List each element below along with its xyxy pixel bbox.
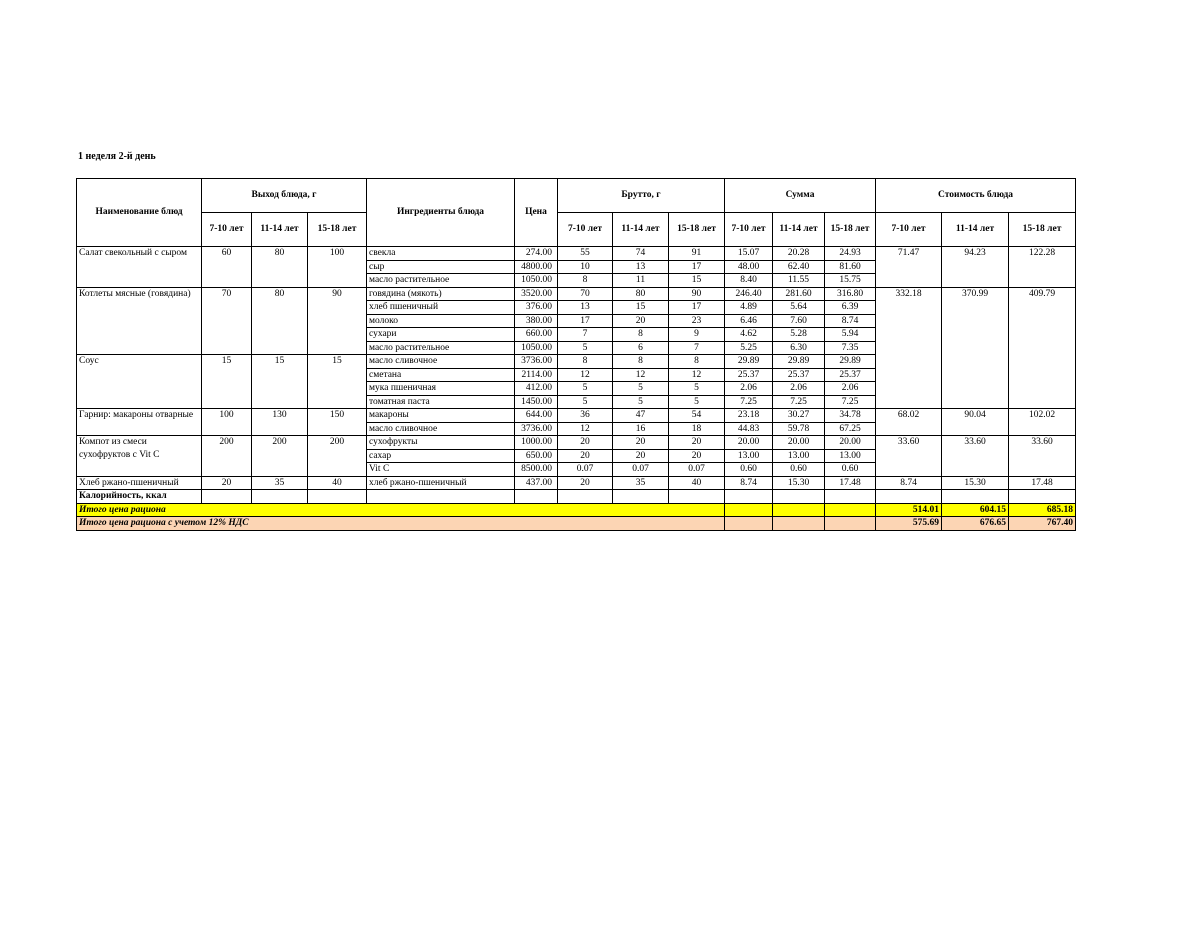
total-value: 604.15 xyxy=(942,503,1009,517)
ingredient-sum: 13.00 xyxy=(825,449,876,463)
ingredient-sum: 5.94 xyxy=(825,328,876,342)
ration-table-body xyxy=(77,247,1076,531)
table-row xyxy=(77,436,1076,450)
ingredient-name: Vit C xyxy=(367,463,515,477)
ingredient-sum: 6.30 xyxy=(773,341,825,355)
dish-cost: 102.02 xyxy=(1009,409,1076,436)
ingredient-price: 380.00 xyxy=(515,314,558,328)
ingredient-brutto: 11 xyxy=(613,274,669,288)
ingredient-brutto: 12 xyxy=(558,422,613,436)
empty-cell xyxy=(367,490,515,504)
ingredient-brutto: 12 xyxy=(558,368,613,382)
header-age: 11-14 лет xyxy=(613,213,669,247)
ingredient-brutto: 10 xyxy=(558,260,613,274)
ingredient-name: свекла xyxy=(367,247,515,261)
empty-cell xyxy=(773,490,825,504)
ingredient-sum: 23.18 xyxy=(725,409,773,423)
ingredient-price: 1050.00 xyxy=(515,274,558,288)
ingredient-brutto: 7 xyxy=(558,328,613,342)
page-title: 1 неделя 2-й день xyxy=(78,151,156,162)
dish-name: Салат свекольный с сыром xyxy=(77,247,202,288)
header-cost: Стоимость блюда xyxy=(876,179,1076,213)
header-age: 11-14 лет xyxy=(942,213,1009,247)
ingredient-price: 1000.00 xyxy=(515,436,558,450)
ingredient-name: сухари xyxy=(367,328,515,342)
ingredient-brutto: 20 xyxy=(558,449,613,463)
dish-cost: 8.74 xyxy=(876,476,942,490)
empty-cell xyxy=(825,490,876,504)
total-value: 514.01 xyxy=(876,503,942,517)
table-row xyxy=(77,409,1076,423)
ingredient-brutto: 8 xyxy=(558,274,613,288)
header-age: 7-10 лет xyxy=(876,213,942,247)
ingredient-brutto: 12 xyxy=(669,368,725,382)
ingredient-sum: 5.28 xyxy=(773,328,825,342)
total-label: Итого цена рациона xyxy=(77,503,725,517)
ingredient-name: говядина (мякоть) xyxy=(367,287,515,301)
ingredient-sum: 6.46 xyxy=(725,314,773,328)
ingredient-sum: 4.62 xyxy=(725,328,773,342)
empty-cell xyxy=(725,490,773,504)
ingredient-sum: 34.78 xyxy=(825,409,876,423)
ingredient-brutto: 8 xyxy=(613,328,669,342)
ingredient-price: 274.00 xyxy=(515,247,558,261)
ingredient-brutto: 47 xyxy=(613,409,669,423)
dish-output: 90 xyxy=(308,287,367,355)
empty-cell xyxy=(725,517,773,531)
ingredient-sum: 0.60 xyxy=(825,463,876,477)
empty-cell xyxy=(252,490,308,504)
dish-name: Хлеб ржано-пшеничный xyxy=(77,476,202,490)
dish-output: 70 xyxy=(202,287,252,355)
ingredient-price: 650.00 xyxy=(515,449,558,463)
ingredient-brutto: 80 xyxy=(613,287,669,301)
header-price: Цена xyxy=(515,179,558,247)
total-label: Итого цена рациона с учетом 12% НДС xyxy=(77,517,725,531)
header-ingredients: Ингредиенты блюда xyxy=(367,179,515,247)
ingredient-sum: 7.35 xyxy=(825,341,876,355)
empty-cell xyxy=(1009,490,1076,504)
ingredient-name: макароны xyxy=(367,409,515,423)
ingredient-sum: 81.60 xyxy=(825,260,876,274)
ingredient-brutto: 90 xyxy=(669,287,725,301)
ingredient-name: масло сливочное xyxy=(367,422,515,436)
ingredient-sum: 13.00 xyxy=(773,449,825,463)
ingredient-price: 437.00 xyxy=(515,476,558,490)
total-value: 685.18 xyxy=(1009,503,1076,517)
header-age: 7-10 лет xyxy=(725,213,773,247)
dish-cost: 122.28 xyxy=(1009,247,1076,288)
ingredient-price: 4800.00 xyxy=(515,260,558,274)
ingredient-name: молоко xyxy=(367,314,515,328)
ingredient-sum: 29.89 xyxy=(825,355,876,369)
ingredient-sum: 48.00 xyxy=(725,260,773,274)
ingredient-brutto: 54 xyxy=(669,409,725,423)
table-row xyxy=(77,476,1076,490)
empty-cell xyxy=(202,490,252,504)
dish-output: 35 xyxy=(252,476,308,490)
ingredient-sum: 15.75 xyxy=(825,274,876,288)
ingredient-sum: 8.74 xyxy=(825,314,876,328)
dish-output: 60 xyxy=(202,247,252,288)
ingredient-brutto: 13 xyxy=(613,260,669,274)
ingredient-sum: 6.39 xyxy=(825,301,876,315)
ingredient-brutto: 16 xyxy=(613,422,669,436)
ingredient-brutto: 17 xyxy=(669,301,725,315)
ingredient-sum: 24.93 xyxy=(825,247,876,261)
ingredient-name: хлеб пшеничный xyxy=(367,301,515,315)
ingredient-name: томатная паста xyxy=(367,395,515,409)
dish-cost: 15.30 xyxy=(942,476,1009,490)
ingredient-sum: 5.64 xyxy=(773,301,825,315)
ingredient-brutto: 20 xyxy=(558,436,613,450)
dish-output: 15 xyxy=(308,355,367,409)
ingredient-brutto: 20 xyxy=(613,436,669,450)
ingredient-sum: 20.00 xyxy=(725,436,773,450)
dish-output: 200 xyxy=(308,436,367,477)
dish-output: 20 xyxy=(202,476,252,490)
ingredient-brutto: 18 xyxy=(669,422,725,436)
ingredient-name: сметана xyxy=(367,368,515,382)
header-output: Выход блюда, г xyxy=(202,179,367,213)
dish-output: 80 xyxy=(252,287,308,355)
total-value: 676.65 xyxy=(942,517,1009,531)
empty-cell xyxy=(773,517,825,531)
ingredient-sum: 13.00 xyxy=(725,449,773,463)
ingredient-brutto: 35 xyxy=(613,476,669,490)
ingredient-brutto: 5 xyxy=(558,382,613,396)
table-row xyxy=(77,287,1076,301)
dish-output: 200 xyxy=(202,436,252,477)
dish-cost: 94.23 xyxy=(942,247,1009,288)
empty-cell xyxy=(308,490,367,504)
header-age: 15-18 лет xyxy=(825,213,876,247)
dish-output: 100 xyxy=(308,247,367,288)
ingredient-brutto: 23 xyxy=(669,314,725,328)
ingredient-sum: 29.89 xyxy=(773,355,825,369)
ingredient-sum: 44.83 xyxy=(725,422,773,436)
ingredient-sum: 20.28 xyxy=(773,247,825,261)
dish-cost: 33.60 xyxy=(876,436,942,477)
ingredient-brutto: 20 xyxy=(558,476,613,490)
ingredient-sum: 0.60 xyxy=(773,463,825,477)
dish-output: 80 xyxy=(252,247,308,288)
ingredient-brutto: 20 xyxy=(613,449,669,463)
ingredient-sum: 2.06 xyxy=(825,382,876,396)
total-value: 767.40 xyxy=(1009,517,1076,531)
ingredient-sum: 246.40 xyxy=(725,287,773,301)
ingredient-sum: 62.40 xyxy=(773,260,825,274)
ingredient-sum: 25.37 xyxy=(825,368,876,382)
header-age: 7-10 лет xyxy=(558,213,613,247)
ration-table xyxy=(76,178,1076,531)
total-value: 575.69 xyxy=(876,517,942,531)
empty-cell xyxy=(613,490,669,504)
ingredient-brutto: 13 xyxy=(558,301,613,315)
header-dish-name: Наименование блюд xyxy=(77,179,202,247)
ingredient-sum: 25.37 xyxy=(725,368,773,382)
ingredient-price: 3736.00 xyxy=(515,355,558,369)
dish-cost: 332.18 xyxy=(876,287,942,409)
ingredient-name: масло растительное xyxy=(367,341,515,355)
ingredient-brutto: 15 xyxy=(613,301,669,315)
ingredient-brutto: 17 xyxy=(558,314,613,328)
ingredient-sum: 2.06 xyxy=(773,382,825,396)
ingredient-price: 3520.00 xyxy=(515,287,558,301)
ingredient-brutto: 91 xyxy=(669,247,725,261)
ingredient-name: масло сливочное xyxy=(367,355,515,369)
dish-cost: 71.47 xyxy=(876,247,942,288)
ingredient-sum: 4.89 xyxy=(725,301,773,315)
header-age: 15-18 лет xyxy=(308,213,367,247)
dish-output: 40 xyxy=(308,476,367,490)
dish-output: 130 xyxy=(252,409,308,436)
dish-output: 200 xyxy=(252,436,308,477)
ingredient-sum: 20.00 xyxy=(773,436,825,450)
dish-cost: 68.02 xyxy=(876,409,942,436)
ingredient-sum: 8.40 xyxy=(725,274,773,288)
empty-cell xyxy=(669,490,725,504)
ingredient-name: сухофрукты xyxy=(367,436,515,450)
dish-output: 150 xyxy=(308,409,367,436)
ingredient-brutto: 5 xyxy=(558,341,613,355)
dish-cost: 33.60 xyxy=(1009,436,1076,477)
ingredient-sum: 7.25 xyxy=(773,395,825,409)
ingredient-sum: 5.25 xyxy=(725,341,773,355)
ingredient-brutto: 17 xyxy=(669,260,725,274)
empty-cell xyxy=(825,517,876,531)
dish-output: 15 xyxy=(252,355,308,409)
empty-cell xyxy=(515,490,558,504)
ingredient-name: сахар xyxy=(367,449,515,463)
header-age: 11-14 лет xyxy=(773,213,825,247)
ingredient-brutto: 8 xyxy=(613,355,669,369)
header-age: 11-14 лет xyxy=(252,213,308,247)
header-sum: Сумма xyxy=(725,179,876,213)
ingredient-price: 1050.00 xyxy=(515,341,558,355)
empty-cell xyxy=(773,503,825,517)
ingredient-price: 8500.00 xyxy=(515,463,558,477)
ingredient-brutto: 70 xyxy=(558,287,613,301)
ingredient-brutto: 36 xyxy=(558,409,613,423)
empty-cell xyxy=(876,490,942,504)
ingredient-price: 1450.00 xyxy=(515,395,558,409)
dish-name: Гарнир: макароны отварные xyxy=(77,409,202,436)
ingredient-brutto: 20 xyxy=(669,436,725,450)
ingredient-name: мука пшеничная xyxy=(367,382,515,396)
ingredient-price: 660.00 xyxy=(515,328,558,342)
calories-row xyxy=(77,490,1076,504)
empty-cell xyxy=(725,503,773,517)
ingredient-sum: 59.78 xyxy=(773,422,825,436)
dish-name: Компот из смеси сухофруктов с Vit C xyxy=(77,436,202,477)
ingredient-sum: 15.30 xyxy=(773,476,825,490)
ingredient-brutto: 0.07 xyxy=(669,463,725,477)
ingredient-price: 2114.00 xyxy=(515,368,558,382)
ingredient-price: 3736.00 xyxy=(515,422,558,436)
ingredient-brutto: 5 xyxy=(669,382,725,396)
dish-cost: 90.04 xyxy=(942,409,1009,436)
ingredient-sum: 7.60 xyxy=(773,314,825,328)
ingredient-sum: 7.25 xyxy=(725,395,773,409)
dish-name: Котлеты мясные (говядина) xyxy=(77,287,202,355)
header-brutto: Брутто, г xyxy=(558,179,725,213)
ingredient-brutto: 74 xyxy=(613,247,669,261)
ingredient-brutto: 0.07 xyxy=(613,463,669,477)
ingredient-sum: 29.89 xyxy=(725,355,773,369)
header-age: 15-18 лет xyxy=(669,213,725,247)
ingredient-brutto: 20 xyxy=(613,314,669,328)
dish-output: 15 xyxy=(202,355,252,409)
total-row xyxy=(77,503,1076,517)
ingredient-brutto: 20 xyxy=(669,449,725,463)
ingredient-brutto: 12 xyxy=(613,368,669,382)
ingredient-brutto: 5 xyxy=(669,395,725,409)
ingredient-brutto: 55 xyxy=(558,247,613,261)
header-age: 7-10 лет xyxy=(202,213,252,247)
dish-cost: 17.48 xyxy=(1009,476,1076,490)
ingredient-brutto: 8 xyxy=(558,355,613,369)
dish-name: Соус xyxy=(77,355,202,409)
ingredient-price: 412.00 xyxy=(515,382,558,396)
ingredient-brutto: 5 xyxy=(558,395,613,409)
ingredient-brutto: 7 xyxy=(669,341,725,355)
table-row xyxy=(77,247,1076,261)
ingredient-sum: 2.06 xyxy=(725,382,773,396)
ingredient-sum: 281.60 xyxy=(773,287,825,301)
ingredient-price: 376.00 xyxy=(515,301,558,315)
ingredient-brutto: 5 xyxy=(613,382,669,396)
empty-cell xyxy=(942,490,1009,504)
ingredient-price: 644.00 xyxy=(515,409,558,423)
ingredient-brutto: 15 xyxy=(669,274,725,288)
header-age: 15-18 лет xyxy=(1009,213,1076,247)
ingredient-name: сыр xyxy=(367,260,515,274)
ingredient-brutto: 8 xyxy=(669,355,725,369)
ingredient-sum: 8.74 xyxy=(725,476,773,490)
dish-cost: 409.79 xyxy=(1009,287,1076,409)
empty-cell xyxy=(558,490,613,504)
ingredient-brutto: 5 xyxy=(613,395,669,409)
ingredient-sum: 15.07 xyxy=(725,247,773,261)
ingredient-name: масло растительное xyxy=(367,274,515,288)
ingredient-name: хлеб ржано-пшеничный xyxy=(367,476,515,490)
ingredient-sum: 7.25 xyxy=(825,395,876,409)
ingredient-sum: 67.25 xyxy=(825,422,876,436)
ingredient-brutto: 6 xyxy=(613,341,669,355)
dish-cost: 33.60 xyxy=(942,436,1009,477)
ingredient-brutto: 9 xyxy=(669,328,725,342)
ingredient-brutto: 0.07 xyxy=(558,463,613,477)
dish-cost: 370.99 xyxy=(942,287,1009,409)
ingredient-sum: 316.80 xyxy=(825,287,876,301)
ingredient-sum: 17.48 xyxy=(825,476,876,490)
empty-cell xyxy=(825,503,876,517)
ingredient-sum: 30.27 xyxy=(773,409,825,423)
calories-label: Калорийность, ккал xyxy=(77,490,202,504)
ingredient-sum: 20.00 xyxy=(825,436,876,450)
total-vat-row xyxy=(77,517,1076,531)
dish-output: 100 xyxy=(202,409,252,436)
ingredient-sum: 0.60 xyxy=(725,463,773,477)
ingredient-sum: 25.37 xyxy=(773,368,825,382)
ingredient-sum: 11.55 xyxy=(773,274,825,288)
ingredient-brutto: 40 xyxy=(669,476,725,490)
